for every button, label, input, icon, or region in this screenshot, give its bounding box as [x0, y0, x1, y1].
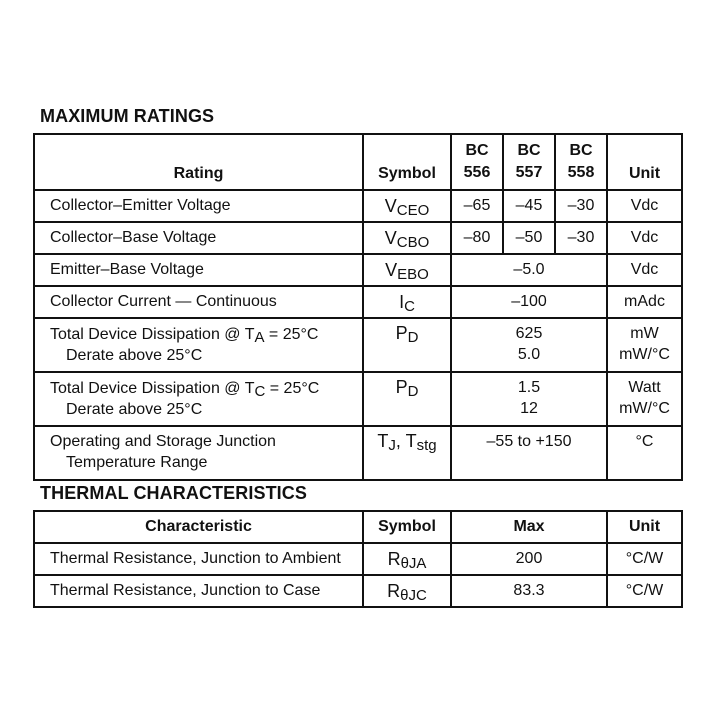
table-row [34, 286, 682, 318]
header-unit: Unit [607, 511, 682, 543]
symbol-cell: TJ, Tstg [363, 426, 451, 480]
rating-cell: Total Device Dissipation @ TC = 25°C Derate above 25°C [34, 372, 363, 426]
value-cell: –100 [451, 286, 607, 318]
thermal-table [33, 510, 683, 608]
max-cell: 200 [451, 543, 607, 575]
table-row [34, 222, 682, 254]
rating-cell: Operating and Storage Junction Temperature Range [34, 426, 363, 480]
max-ratings-header-row [34, 134, 682, 190]
value-bc558: –30 [555, 222, 607, 254]
table-row [34, 543, 682, 575]
header-bc558: BC 558 [555, 134, 607, 190]
value-bc557: –50 [503, 222, 555, 254]
unit-cell: Vdc [607, 190, 682, 222]
value-bc558: –30 [555, 190, 607, 222]
value-bc557: –45 [503, 190, 555, 222]
value-bc556: –80 [451, 222, 503, 254]
unit-cell: °C/W [607, 575, 682, 607]
unit-cell: °C/W [607, 543, 682, 575]
thermal-header-row [34, 511, 682, 543]
characteristic-cell: Thermal Resistance, Junction to Ambient [34, 543, 363, 575]
symbol-cell: PD [363, 318, 451, 372]
symbol-cell: PD [363, 372, 451, 426]
header-symbol: Symbol [363, 134, 451, 190]
max-cell: 83.3 [451, 575, 607, 607]
header-unit: Unit [607, 134, 682, 190]
unit-cell: mW mW/°C [607, 318, 682, 372]
unit-cell: Vdc [607, 222, 682, 254]
table-row [34, 426, 682, 480]
header-symbol: Symbol [363, 511, 451, 543]
unit-cell: Vdc [607, 254, 682, 286]
max-ratings-table [33, 133, 683, 481]
max-ratings-title: MAXIMUM RATINGS [40, 106, 215, 126]
unit-cell: mAdc [607, 286, 682, 318]
symbol-cell: IC [363, 286, 451, 318]
header-bc557: BC 557 [503, 134, 555, 190]
value-bc556: –65 [451, 190, 503, 222]
symbol-cell: RθJA [363, 543, 451, 575]
value-cell: 1.5 12 [451, 372, 607, 426]
symbol-cell: RθJC [363, 575, 451, 607]
unit-cell: Watt mW/°C [607, 372, 682, 426]
unit-cell: °C [607, 426, 682, 480]
header-max: Max [451, 511, 607, 543]
value-cell: 625 5.0 [451, 318, 607, 372]
header-bc556: BC 556 [451, 134, 503, 190]
value-cell: –55 to +150 [451, 426, 607, 480]
table-row [34, 254, 682, 286]
rating-cell: Collector–Base Voltage [34, 222, 363, 254]
rating-cell: Total Device Dissipation @ TA = 25°C Derate above 25°C [34, 318, 363, 372]
table-row [34, 372, 682, 426]
table-row [34, 318, 682, 372]
table-row [34, 575, 682, 607]
value-cell: –5.0 [451, 254, 607, 286]
rating-cell: Collector–Emitter Voltage [34, 190, 363, 222]
characteristic-cell: Thermal Resistance, Junction to Case [34, 575, 363, 607]
symbol-cell: VCEO [363, 190, 451, 222]
rating-cell: Collector Current — Continuous [34, 286, 363, 318]
header-rating: Rating [34, 134, 363, 190]
rating-cell: Emitter–Base Voltage [34, 254, 363, 286]
thermal-title: THERMAL CHARACTERISTICS [40, 483, 307, 503]
header-characteristic: Characteristic [34, 511, 363, 543]
symbol-cell: VEBO [363, 254, 451, 286]
symbol-cell: VCBO [363, 222, 451, 254]
table-row [34, 190, 682, 222]
